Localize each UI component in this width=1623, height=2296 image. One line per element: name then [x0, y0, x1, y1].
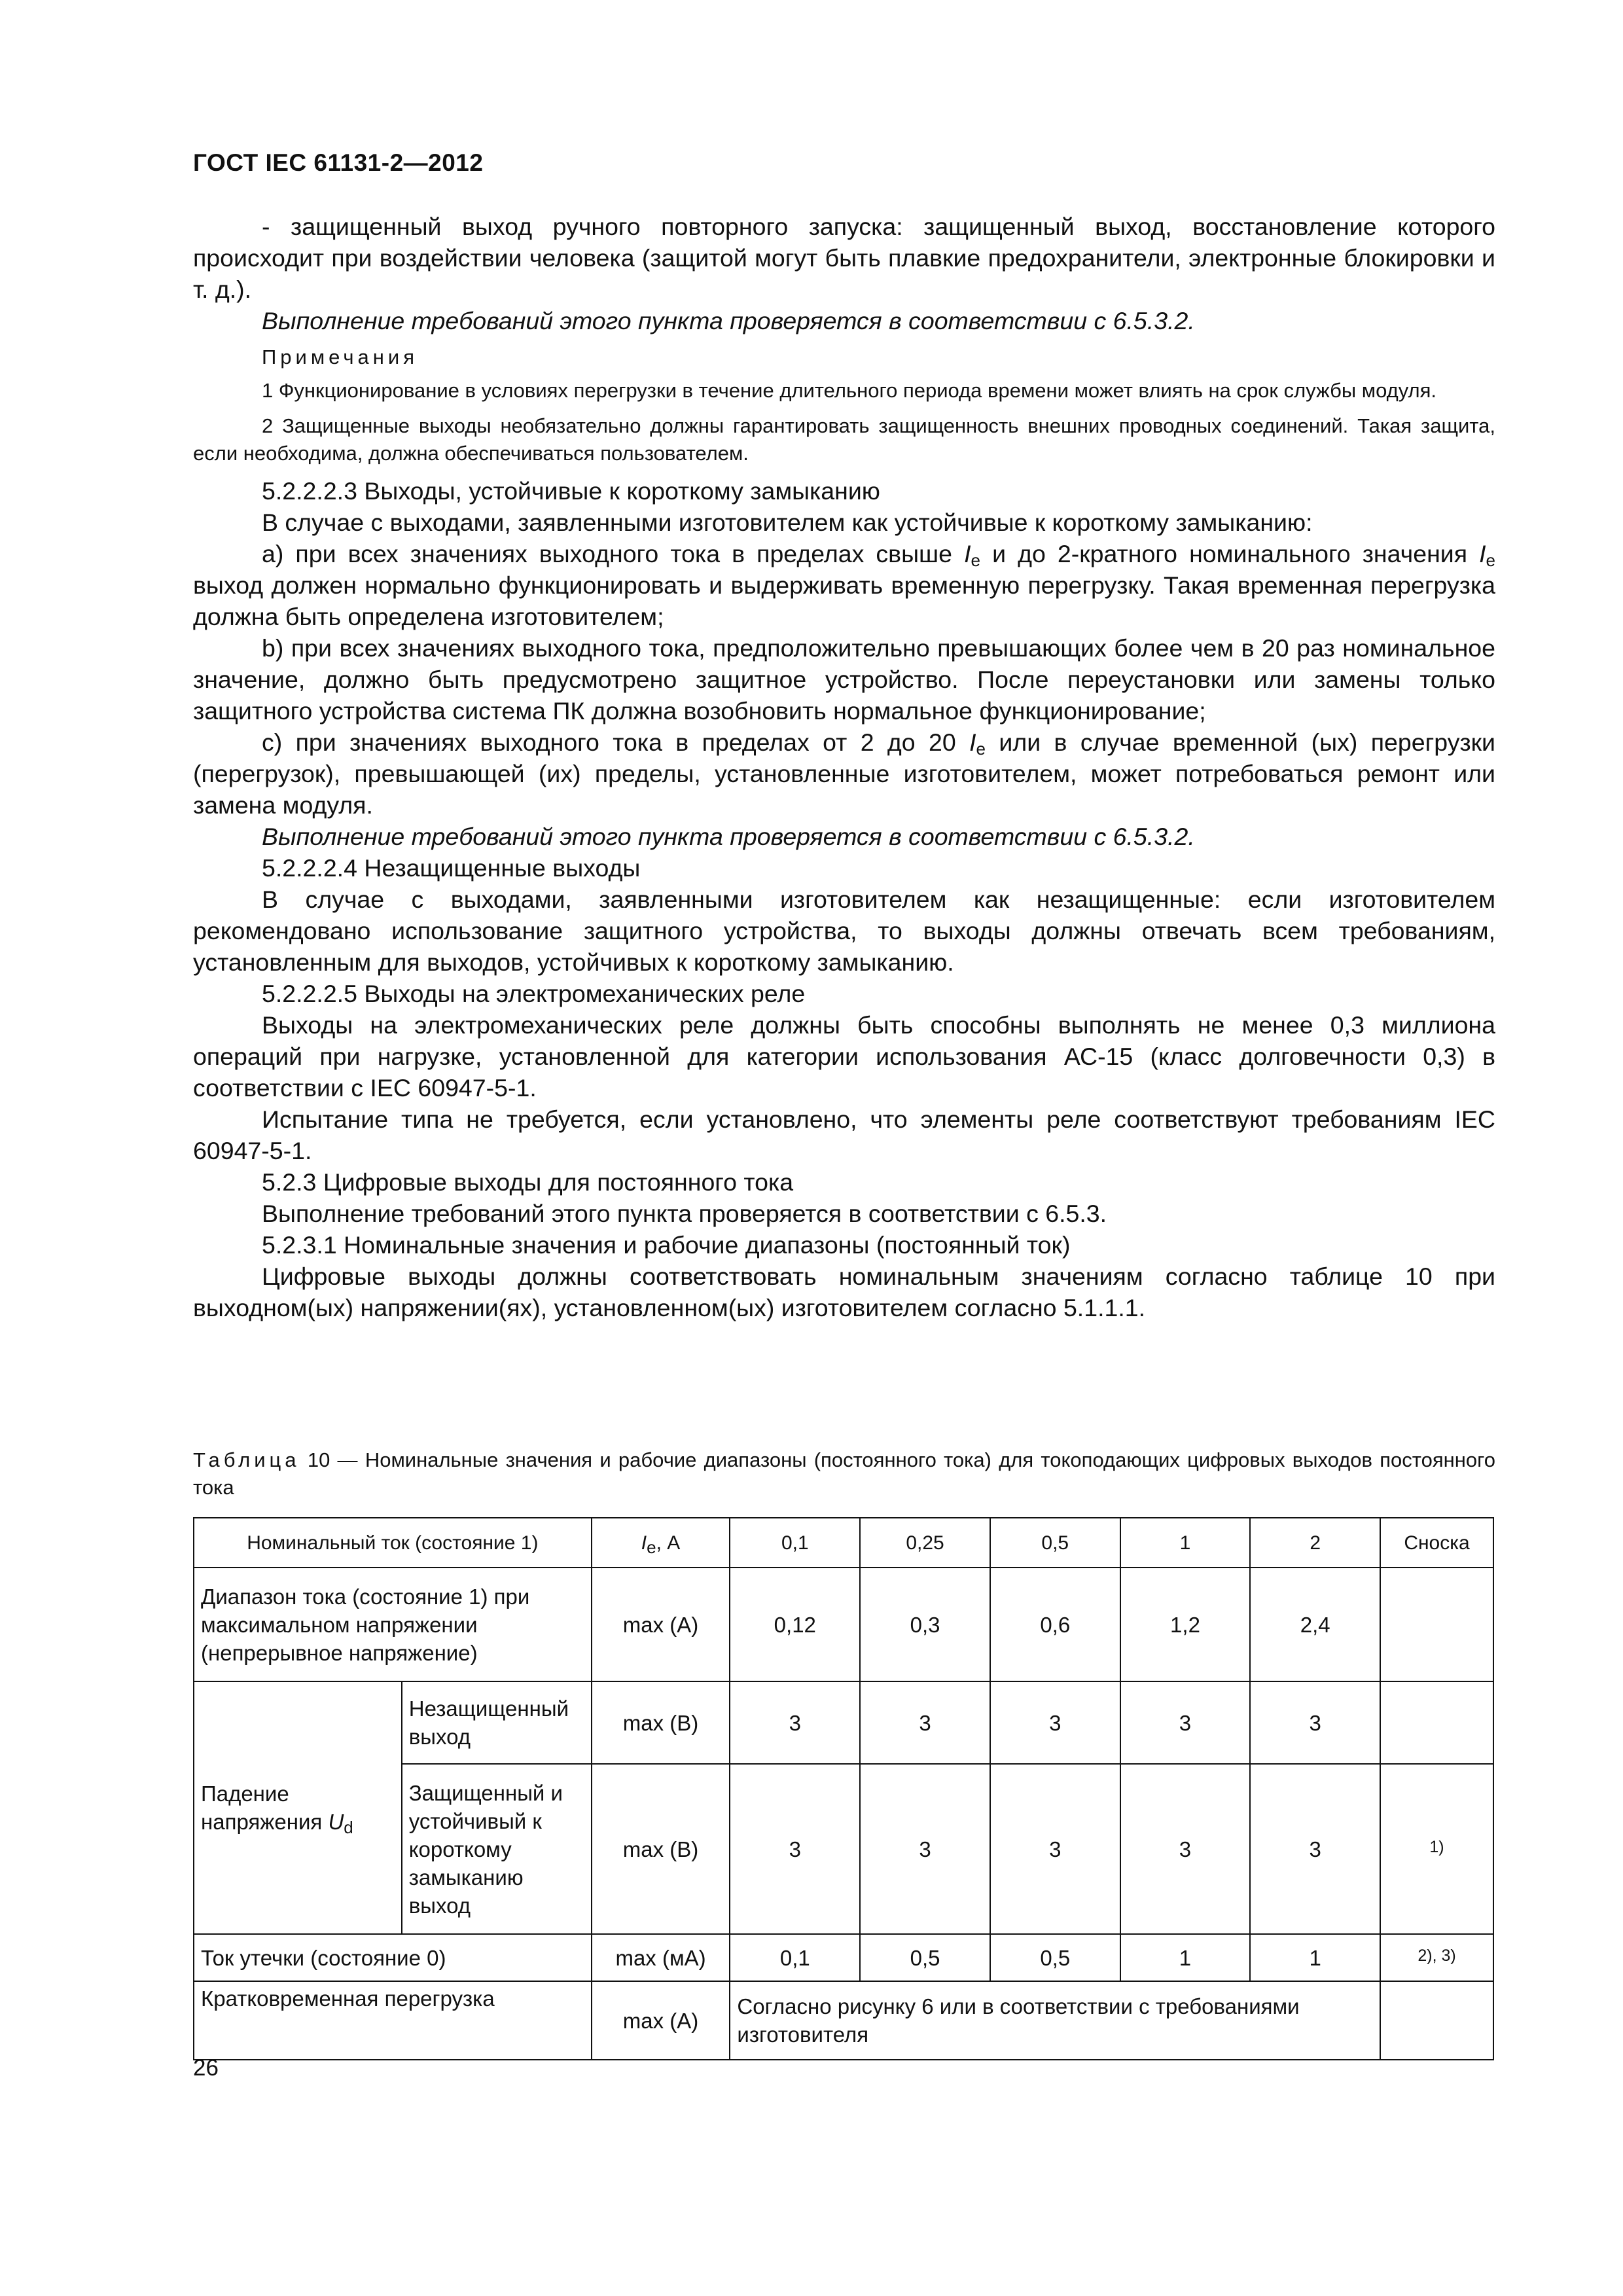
paragraph: В случае с выходами, заявленными изготовителем как незащищенные: если изготовителем рекомендовано использование защитного устройства, то выходы должны отвечать всем требованиям, установленным для выходов, устойчивых к короткому замыканию.	[193, 886, 1495, 976]
table-cell: 0,1	[730, 1934, 860, 1981]
section-heading: 5.2.2.2.5 Выходы на электромеханических реле	[262, 980, 806, 1007]
header-value: 1	[1120, 1518, 1251, 1568]
table-cell: 1	[1120, 1934, 1251, 1981]
notes-heading: Примечания	[262, 346, 418, 368]
section-heading: 5.2.3.1 Номинальные значения и рабочие диапазоны (постоянный ток)	[262, 1231, 1071, 1259]
footnote-cell	[1380, 1981, 1493, 2060]
header-value: 0,25	[860, 1518, 990, 1568]
table-cell: 0,12	[730, 1568, 860, 1681]
table-cell: 3	[860, 1681, 990, 1764]
table-cell: 2,4	[1250, 1568, 1380, 1681]
voltage-drop-label: Падение напряжения $U_d$	[194, 1681, 402, 1934]
paragraph: Испытание типа не требуется, если установлено, что элементы реле соответствуют требованиям IEC 60947-5-1.	[193, 1105, 1495, 1164]
table-cell: 0,5	[860, 1934, 990, 1981]
list-item-c: с) при значениях выходного тока в пределах от 2 до 20 $I_e$ или в случае временной (ых) перегрузки (перегрузок), превышающей (их) пределы, установленные изготовителем, может потребоваться ремонт или замена модуля.	[193, 728, 1496, 819]
table-cell: 1,2	[1120, 1568, 1251, 1681]
overload-text: Согласно рисунку 6 или в соответствии с требованиями изготовителя	[730, 1981, 1380, 2060]
header-value: 2	[1250, 1518, 1380, 1568]
table-row	[194, 1981, 1493, 2060]
table-cell: 3	[1120, 1681, 1251, 1764]
table-cell: 3	[990, 1764, 1120, 1934]
footnote-cell	[1380, 1681, 1493, 1764]
section-heading: 5.2.2.2.4 Незащищенные выходы	[262, 854, 641, 882]
header-value: 0,1	[730, 1518, 860, 1568]
row-label: Незащищенный выход	[402, 1681, 592, 1764]
symbol-ie: I	[1479, 540, 1486, 567]
ratings-table	[193, 1517, 1494, 2060]
footnote-cell	[1380, 1568, 1493, 1681]
note-2: 2 Защищенные выходы необязательно должны гарантировать защищенность внешних проводных соединений. Такая защита, если необходима, должна обеспечиваться пользователем.	[193, 414, 1495, 465]
table-cell: 0,5	[990, 1934, 1120, 1981]
footnote-cell: 1)	[1380, 1764, 1493, 1934]
header-value: 0,5	[990, 1518, 1120, 1568]
table-row	[194, 1681, 1493, 1764]
header-footnote: Сноска	[1380, 1518, 1493, 1568]
document-header: ГОСТ IEC 61131-2—2012	[193, 149, 484, 176]
note-1: 1 Функционирование в условиях перегрузки в течение длительного периода времени может влиять на срок службы модуля.	[262, 379, 1437, 402]
table-cell: 3	[1250, 1764, 1380, 1934]
table-cell: 3	[730, 1681, 860, 1764]
footnote-cell: 2), 3)	[1380, 1934, 1493, 1981]
paragraph: Цифровые выходы должны соответствовать номинальным значениям согласно таблице 10 при выходном(ых) напряжении(ях), установленном(ых) изготовителем согласно 5.1.1.1.	[193, 1263, 1495, 1321]
row-unit: max (А)	[592, 1568, 730, 1681]
document-body	[193, 211, 1495, 1323]
table-cell: 0,3	[860, 1568, 990, 1681]
paragraph: В случае с выходами, заявленными изготовителем как устойчивые к короткому замыканию:	[262, 509, 1313, 536]
table-cell: 3	[1250, 1681, 1380, 1764]
paragraph: Выполнение требований этого пункта проверяется в соответствии с 6.5.3.	[262, 1200, 1107, 1227]
section-heading: 5.2.3 Цифровые выходы для постоянного тока	[262, 1168, 794, 1196]
table-header-row	[194, 1518, 1493, 1568]
paragraph: - защищенный выход ручного повторного запуска: защищенный выход, восстановление которого происходит при воздействии человека (защитой могут быть плавкие предохранители, электронные блокировки и т. д.).	[193, 213, 1495, 303]
row-unit: max (мА)	[592, 1934, 730, 1981]
table-row	[194, 1568, 1493, 1681]
verification-note: Выполнение требований этого пункта проверяется в соответствии с 6.5.3.2.	[262, 307, 1195, 334]
table-cell: 3	[730, 1764, 860, 1934]
page-number: 26	[193, 2055, 219, 2081]
verification-note: Выполнение требований этого пункта проверяется в соответствии с 6.5.3.2.	[262, 823, 1195, 850]
symbol-ie: I	[964, 540, 971, 567]
paragraph: Выходы на электромеханических реле должны быть способны выполнять не менее 0,3 миллиона операций при нагрузке, установленной для категории использования АС-15 (класс долговечности 0,3) в соответствии с IEC 60947-5-1.	[193, 1011, 1495, 1102]
row-label: Диапазон тока (состояние 1) при максимальном напряжении (непрерывное напряжение)	[194, 1568, 592, 1681]
table-cell: 3	[1120, 1764, 1251, 1934]
list-item-a: а) при всех значениях выходного тока в пределах свыше $I_e$ и до 2-кратного номинального значения $I_e$ выход должен нормально функционировать и выдерживать временную перегрузку. Такая временная перегрузка должна быть определена изготовителем;	[193, 540, 1496, 630]
section-heading: 5.2.2.2.3 Выходы, устойчивые к короткому замыканию	[262, 477, 880, 505]
table-cell: 1	[1250, 1934, 1380, 1981]
header-label: Номинальный ток (состояние 1)	[194, 1518, 592, 1568]
table-cell: 3	[860, 1764, 990, 1934]
row-label: Защищенный и устойчивый к короткому замыканию выход	[402, 1764, 592, 1934]
row-unit: max (А)	[592, 1981, 730, 2060]
table-row	[194, 1934, 1493, 1981]
row-unit: max (В)	[592, 1764, 730, 1934]
table-cell: 0,6	[990, 1568, 1120, 1681]
table-cell: 3	[990, 1681, 1120, 1764]
row-label: Ток утечки (состояние 0)	[194, 1934, 592, 1981]
header-unit: $I_e$, А	[592, 1518, 730, 1568]
table-caption: Таблица 10 — Номинальные значения и рабочие диапазоны (постоянного тока) для токоподающих цифровых выходов постоянного тока	[193, 1448, 1495, 1499]
row-label: Кратковременная перегрузка	[194, 1981, 592, 2060]
list-item-b: b) при всех значениях выходного тока, предположительно превышающих более чем в 20 раз номинальное значение, должно быть предусмотрено защитное устройство. После переустановки или замены только защитного устройства система ПК должна возобновить нормальное функционирование;	[193, 634, 1495, 725]
symbol-ie: I	[969, 728, 976, 756]
row-unit: max (В)	[592, 1681, 730, 1764]
